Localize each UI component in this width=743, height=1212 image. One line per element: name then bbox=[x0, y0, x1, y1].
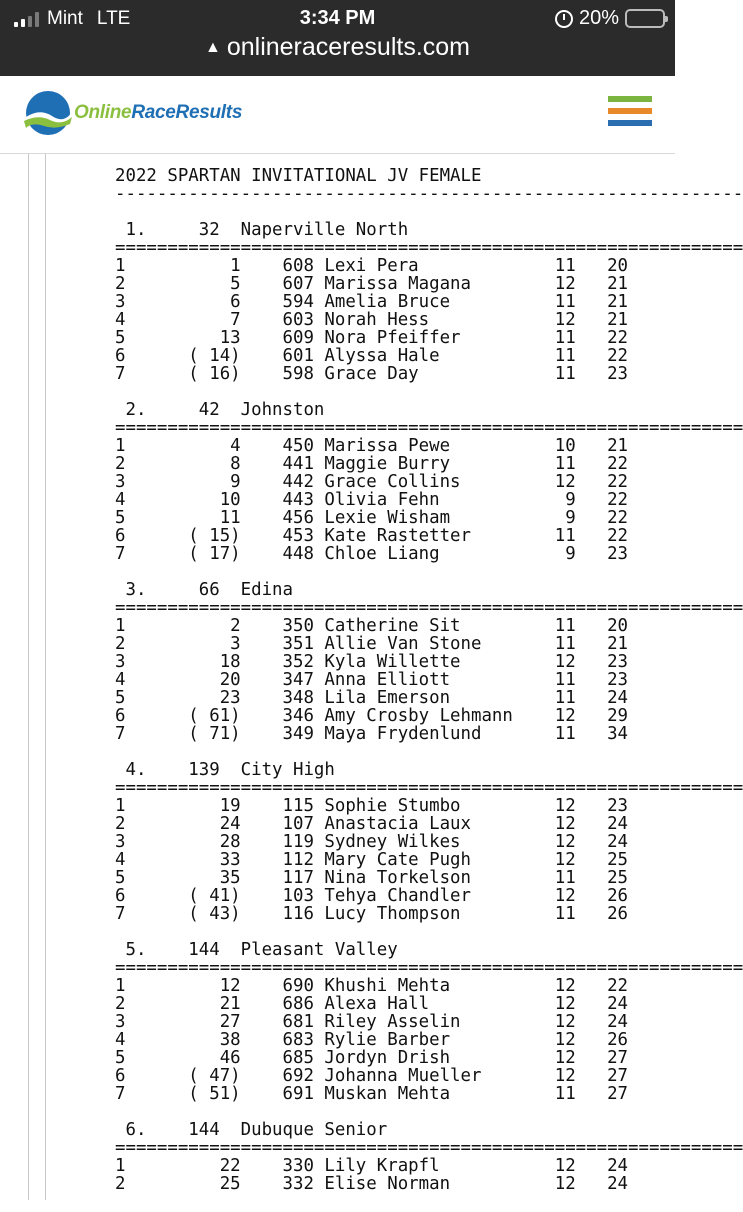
runner-row: 7 ( 51) 691 Muskan Mehta 11 27 bbox=[115, 1084, 629, 1104]
runner-row: 6 ( 41) 103 Tehya Chandler 12 26 bbox=[115, 886, 629, 906]
team-header: 6. 144 Dubuque Senior bbox=[115, 1120, 388, 1140]
results-title: 2022 SPARTAN INVITATIONAL JV FEMALE bbox=[115, 166, 482, 186]
runner-row: 1 1 608 Lexi Pera 11 20 bbox=[115, 256, 629, 276]
team-header: 5. 144 Pleasant Valley bbox=[115, 940, 398, 960]
runner-row: 3 27 681 Riley Asselin 12 24 bbox=[115, 1012, 629, 1032]
blank-line bbox=[115, 1193, 627, 1211]
status-right bbox=[555, 7, 665, 30]
battery-percent: 20% bbox=[578, 7, 619, 29]
runner-row: 1 2 350 Catherine Sit 11 20 bbox=[115, 616, 629, 636]
runner-row: 3 6 594 Amelia Bruce 11 21 bbox=[115, 292, 629, 312]
team-separator: ============================================================ bbox=[115, 238, 743, 258]
runner-row: 3 28 119 Sydney Wilkes 12 24 bbox=[115, 832, 629, 852]
runner-row: 2 21 686 Alexa Hall 12 24 bbox=[115, 994, 629, 1014]
runner-row: 2 3 351 Allie Van Stone 11 21 bbox=[115, 634, 629, 654]
blank-line bbox=[115, 743, 627, 761]
runner-row: 2 24 107 Anastacia Laux 12 24 bbox=[115, 814, 629, 834]
team-header: 3. 66 Edina bbox=[115, 580, 293, 600]
team-header: 2. 42 Johnston bbox=[115, 400, 325, 420]
site-header bbox=[0, 76, 675, 154]
network-type: LTE bbox=[96, 8, 131, 29]
runner-row: 5 46 685 Jordyn Drish 12 27 bbox=[115, 1048, 629, 1068]
runner-row: 4 33 112 Mary Cate Pugh 12 25 bbox=[115, 850, 629, 870]
url-bar[interactable] bbox=[0, 33, 675, 62]
clock: 3:34 PM bbox=[299, 7, 376, 29]
carrier-name: Mint bbox=[47, 8, 83, 29]
runner-row: 5 35 117 Nina Torkelson 11 25 bbox=[115, 868, 629, 888]
runner-row: 7 ( 17) 448 Chloe Liang 9 23 bbox=[115, 544, 629, 564]
runner-row: 3 18 352 Kyla Willette 12 23 bbox=[115, 652, 629, 672]
blank-line bbox=[115, 563, 627, 581]
runner-row: 7 ( 43) 116 Lucy Thompson 11 26 bbox=[115, 904, 629, 924]
runner-row: 6 ( 15) 453 Kate Rastetter 11 22 bbox=[115, 526, 629, 546]
team-separator: ============================================================ bbox=[115, 418, 743, 438]
runner-row: 5 13 609 Nora Pfeiffer 11 22 bbox=[115, 328, 629, 348]
runner-row: 1 19 115 Sophie Stumbo 12 23 bbox=[115, 796, 629, 816]
url-text: onlineraceresults.com bbox=[226, 33, 470, 61]
runner-row: 6 ( 14) 601 Alyssa Hale 11 22 bbox=[115, 346, 629, 366]
team-header: 4. 139 City High bbox=[115, 760, 335, 780]
logo-text-raceresults: RaceResults bbox=[131, 102, 243, 123]
runner-row: 7 ( 16) 598 Grace Day 11 23 bbox=[115, 364, 629, 384]
runner-row: 1 22 330 Lily Krapfl 12 24 bbox=[115, 1156, 629, 1176]
alarm-icon bbox=[555, 10, 573, 28]
runner-row: 4 38 683 Rylie Barber 12 26 bbox=[115, 1030, 629, 1050]
results-text bbox=[115, 166, 743, 1200]
runner-row: 3 9 442 Grace Collins 12 22 bbox=[115, 472, 629, 492]
title-separator: ------------------------------------------------------------ bbox=[115, 184, 743, 204]
content-frame-border bbox=[0, 154, 50, 1200]
runner-row: 1 12 690 Khushi Mehta 12 22 bbox=[115, 976, 629, 996]
blank-line bbox=[115, 203, 627, 221]
runner-row: 4 20 347 Anna Elliott 11 23 bbox=[115, 670, 629, 690]
blank-line bbox=[115, 383, 627, 401]
menu-bar bbox=[608, 108, 652, 114]
logo-icon[interactable] bbox=[22, 90, 74, 136]
lock-icon: ▲ bbox=[204, 39, 221, 56]
team-header: 1. 32 Naperville North bbox=[115, 220, 409, 240]
battery-icon bbox=[625, 9, 665, 28]
team-separator: ============================================================ bbox=[115, 958, 743, 978]
runner-row: 4 10 443 Olivia Fehn 9 22 bbox=[115, 490, 629, 510]
site-logo-text[interactable] bbox=[74, 102, 242, 124]
blank-line bbox=[115, 923, 627, 941]
menu-bar bbox=[608, 96, 652, 102]
runner-row: 5 11 456 Lexie Wisham 9 22 bbox=[115, 508, 629, 528]
runner-row: 5 23 348 Lila Emerson 11 24 bbox=[115, 688, 629, 708]
runner-row: 4 7 603 Norah Hess 12 21 bbox=[115, 310, 629, 330]
logo-text-online: Online bbox=[74, 102, 132, 123]
runner-row: 2 8 441 Maggie Burry 11 22 bbox=[115, 454, 629, 474]
blank-line bbox=[115, 1103, 627, 1121]
runner-row: 1 4 450 Marissa Pewe 10 21 bbox=[115, 436, 629, 456]
runner-row: 6 ( 47) 692 Johanna Mueller 12 27 bbox=[115, 1066, 629, 1086]
runner-row: 6 ( 61) 346 Amy Crosby Lehmann 12 29 bbox=[115, 706, 629, 726]
hamburger-menu-icon[interactable] bbox=[608, 96, 652, 132]
menu-bar bbox=[608, 120, 652, 126]
team-separator: ============================================================ bbox=[115, 598, 743, 618]
runner-row: 2 25 332 Elise Norman 12 24 bbox=[115, 1174, 629, 1194]
runner-row: 7 ( 71) 349 Maya Frydenlund 11 34 bbox=[115, 724, 629, 744]
team-separator: ============================================================ bbox=[115, 778, 743, 798]
status-bar bbox=[0, 0, 675, 76]
team-separator: ============================================================ bbox=[115, 1138, 743, 1158]
runner-row: 2 5 607 Marissa Magana 12 21 bbox=[115, 274, 629, 294]
